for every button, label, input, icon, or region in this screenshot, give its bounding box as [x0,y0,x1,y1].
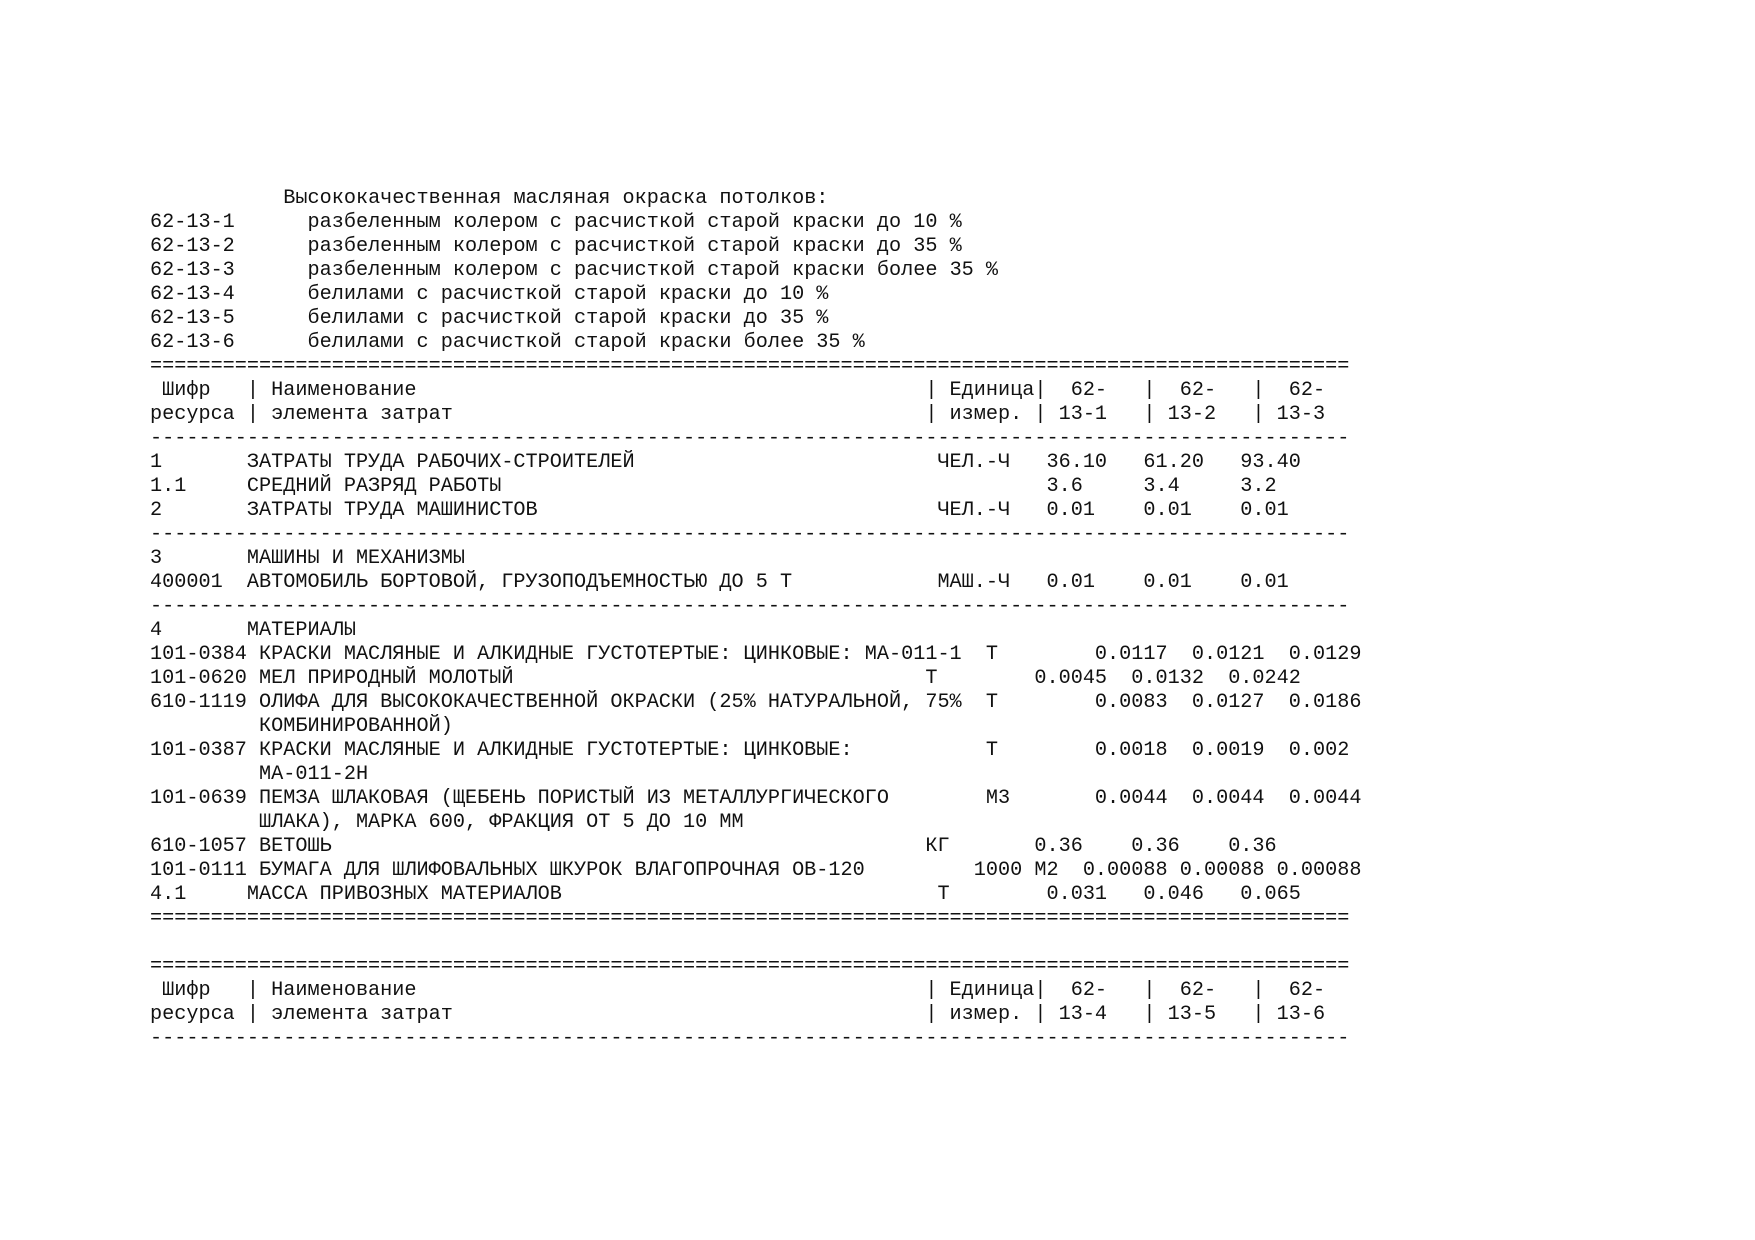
item-text: белилами с расчисткой старой краски до 35 % [307,307,829,330]
item-code: 62-13-2 [150,235,235,258]
table2-header-line1: Шифр | Наименование | Единица| 62- | 62- | 62- [150,979,1326,1002]
item-code: 62-13-4 [150,283,235,306]
double-rule: =================================================================================================== [150,955,1350,978]
table-row: 3 МАШИНЫ И МЕХАНИЗМЫ [150,547,465,570]
item-line [150,235,1361,259]
table-row: ШЛАКА), МАРКА 600, ФРАКЦИЯ ОТ 5 ДО 10 ММ [150,811,744,834]
item-code: 62-13-3 [150,259,235,282]
document [150,187,1361,1051]
blank-line [150,931,1361,955]
item-line [150,211,1361,235]
table-row: 4.1 МАССА ПРИВОЗНЫХ МАТЕРИАЛОВ Т 0.031 0.046 0.065 [150,883,1301,906]
table-row: --------------------------------------------------------------------------------------------------- [150,523,1350,546]
item-text: разбеленным колером с расчисткой старой краски до 35 % [307,235,962,258]
item-line [150,283,1361,307]
table-row: КОМБИНИРОВАННОЙ) [150,715,453,738]
item-text: разбеленным колером с расчисткой старой краски более 35 % [307,259,999,282]
table-row: 610-1057 ВЕТОШЬ КГ 0.36 0.36 0.36 [150,835,1277,858]
item-code: 62-13-1 [150,211,235,234]
table-row: 101-0620 МЕЛ ПРИРОДНЫЙ МОЛОТЫЙ Т 0.0045 0.0132 0.0242 [150,667,1301,690]
item-text: белилами с расчисткой старой краски до 10 % [307,283,829,306]
table-row: 101-0111 БУМАГА ДЛЯ ШЛИФОВАЛЬНЫХ ШКУРОК ВЛАГОПРОЧНАЯ ОВ-120 1000 М2 0.00088 0.00088 0.00088 [150,859,1362,882]
table-row: 101-0639 ПЕМЗА ШЛАКОВАЯ (ЩЕБЕНЬ ПОРИСТЫЙ ИЗ МЕТАЛЛУРГИЧЕСКОГО М3 0.0044 0.0044 0.0044 [150,787,1362,810]
table2-header-line2: ресурса | элемента затрат | измер. | 13-4 | 13-5 | 13-6 [150,1003,1326,1026]
table-row: 101-0387 КРАСКИ МАСЛЯНЫЕ И АЛКИДНЫЕ ГУСТОТЕРТЫЕ: ЦИНКОВЫЕ: Т 0.0018 0.0019 0.002 [150,739,1350,762]
double-rule: =================================================================================================== [150,907,1350,930]
table-row: 4 МАТЕРИАЛЫ [150,619,356,642]
table-row: 1 ЗАТРАТЫ ТРУДА РАБОЧИХ-СТРОИТЕЛЕЙ ЧЕЛ.-Ч 36.10 61.20 93.40 [150,451,1301,474]
item-text: белилами с расчисткой старой краски более 35 % [307,331,865,354]
table-row: 101-0384 КРАСКИ МАСЛЯНЫЕ И АЛКИДНЫЕ ГУСТОТЕРТЫЕ: ЦИНКОВЫЕ: МА-011-1 Т 0.0117 0.0121 0.0129 [150,643,1362,666]
single-rule: --------------------------------------------------------------------------------------------------- [150,427,1350,450]
item-text: разбеленным колером с расчисткой старой краски до 10 % [307,211,962,234]
table1-header-line1: Шифр | Наименование | Единица| 62- | 62- | 62- [150,379,1326,402]
item-line [150,259,1361,283]
item-code: 62-13-5 [150,307,235,330]
table-row: 610-1119 ОЛИФА ДЛЯ ВЫСОКОКАЧЕСТВЕННОЙ ОКРАСКИ (25% НАТУРАЛЬНОЙ, 75% Т 0.0083 0.0127 0.0186 [150,691,1362,714]
table-row: 1.1 СРЕДНИЙ РАЗРЯД РАБОТЫ 3.6 3.4 3.2 [150,475,1277,498]
table-row: МА-011-2Н [150,763,369,786]
double-rule: =================================================================================================== [150,355,1350,378]
single-rule: --------------------------------------------------------------------------------------------------- [150,1027,1350,1050]
table-row: 400001 АВТОМОБИЛЬ БОРТОВОЙ, ГРУЗОПОДЪЕМНОСТЬЮ ДО 5 Т МАШ.-Ч 0.01 0.01 0.01 [150,571,1289,594]
table-row: 2 ЗАТРАТЫ ТРУДА МАШИНИСТОВ ЧЕЛ.-Ч 0.01 0.01 0.01 [150,499,1289,522]
item-code: 62-13-6 [150,331,235,354]
table-row: --------------------------------------------------------------------------------------------------- [150,595,1350,618]
item-line [150,331,1361,355]
table1-header-line2: ресурса | элемента затрат | измер. | 13-1 | 13-2 | 13-3 [150,403,1326,426]
page-title: Высококачественная масляная окраска потолков: [283,187,829,210]
item-line [150,307,1361,331]
